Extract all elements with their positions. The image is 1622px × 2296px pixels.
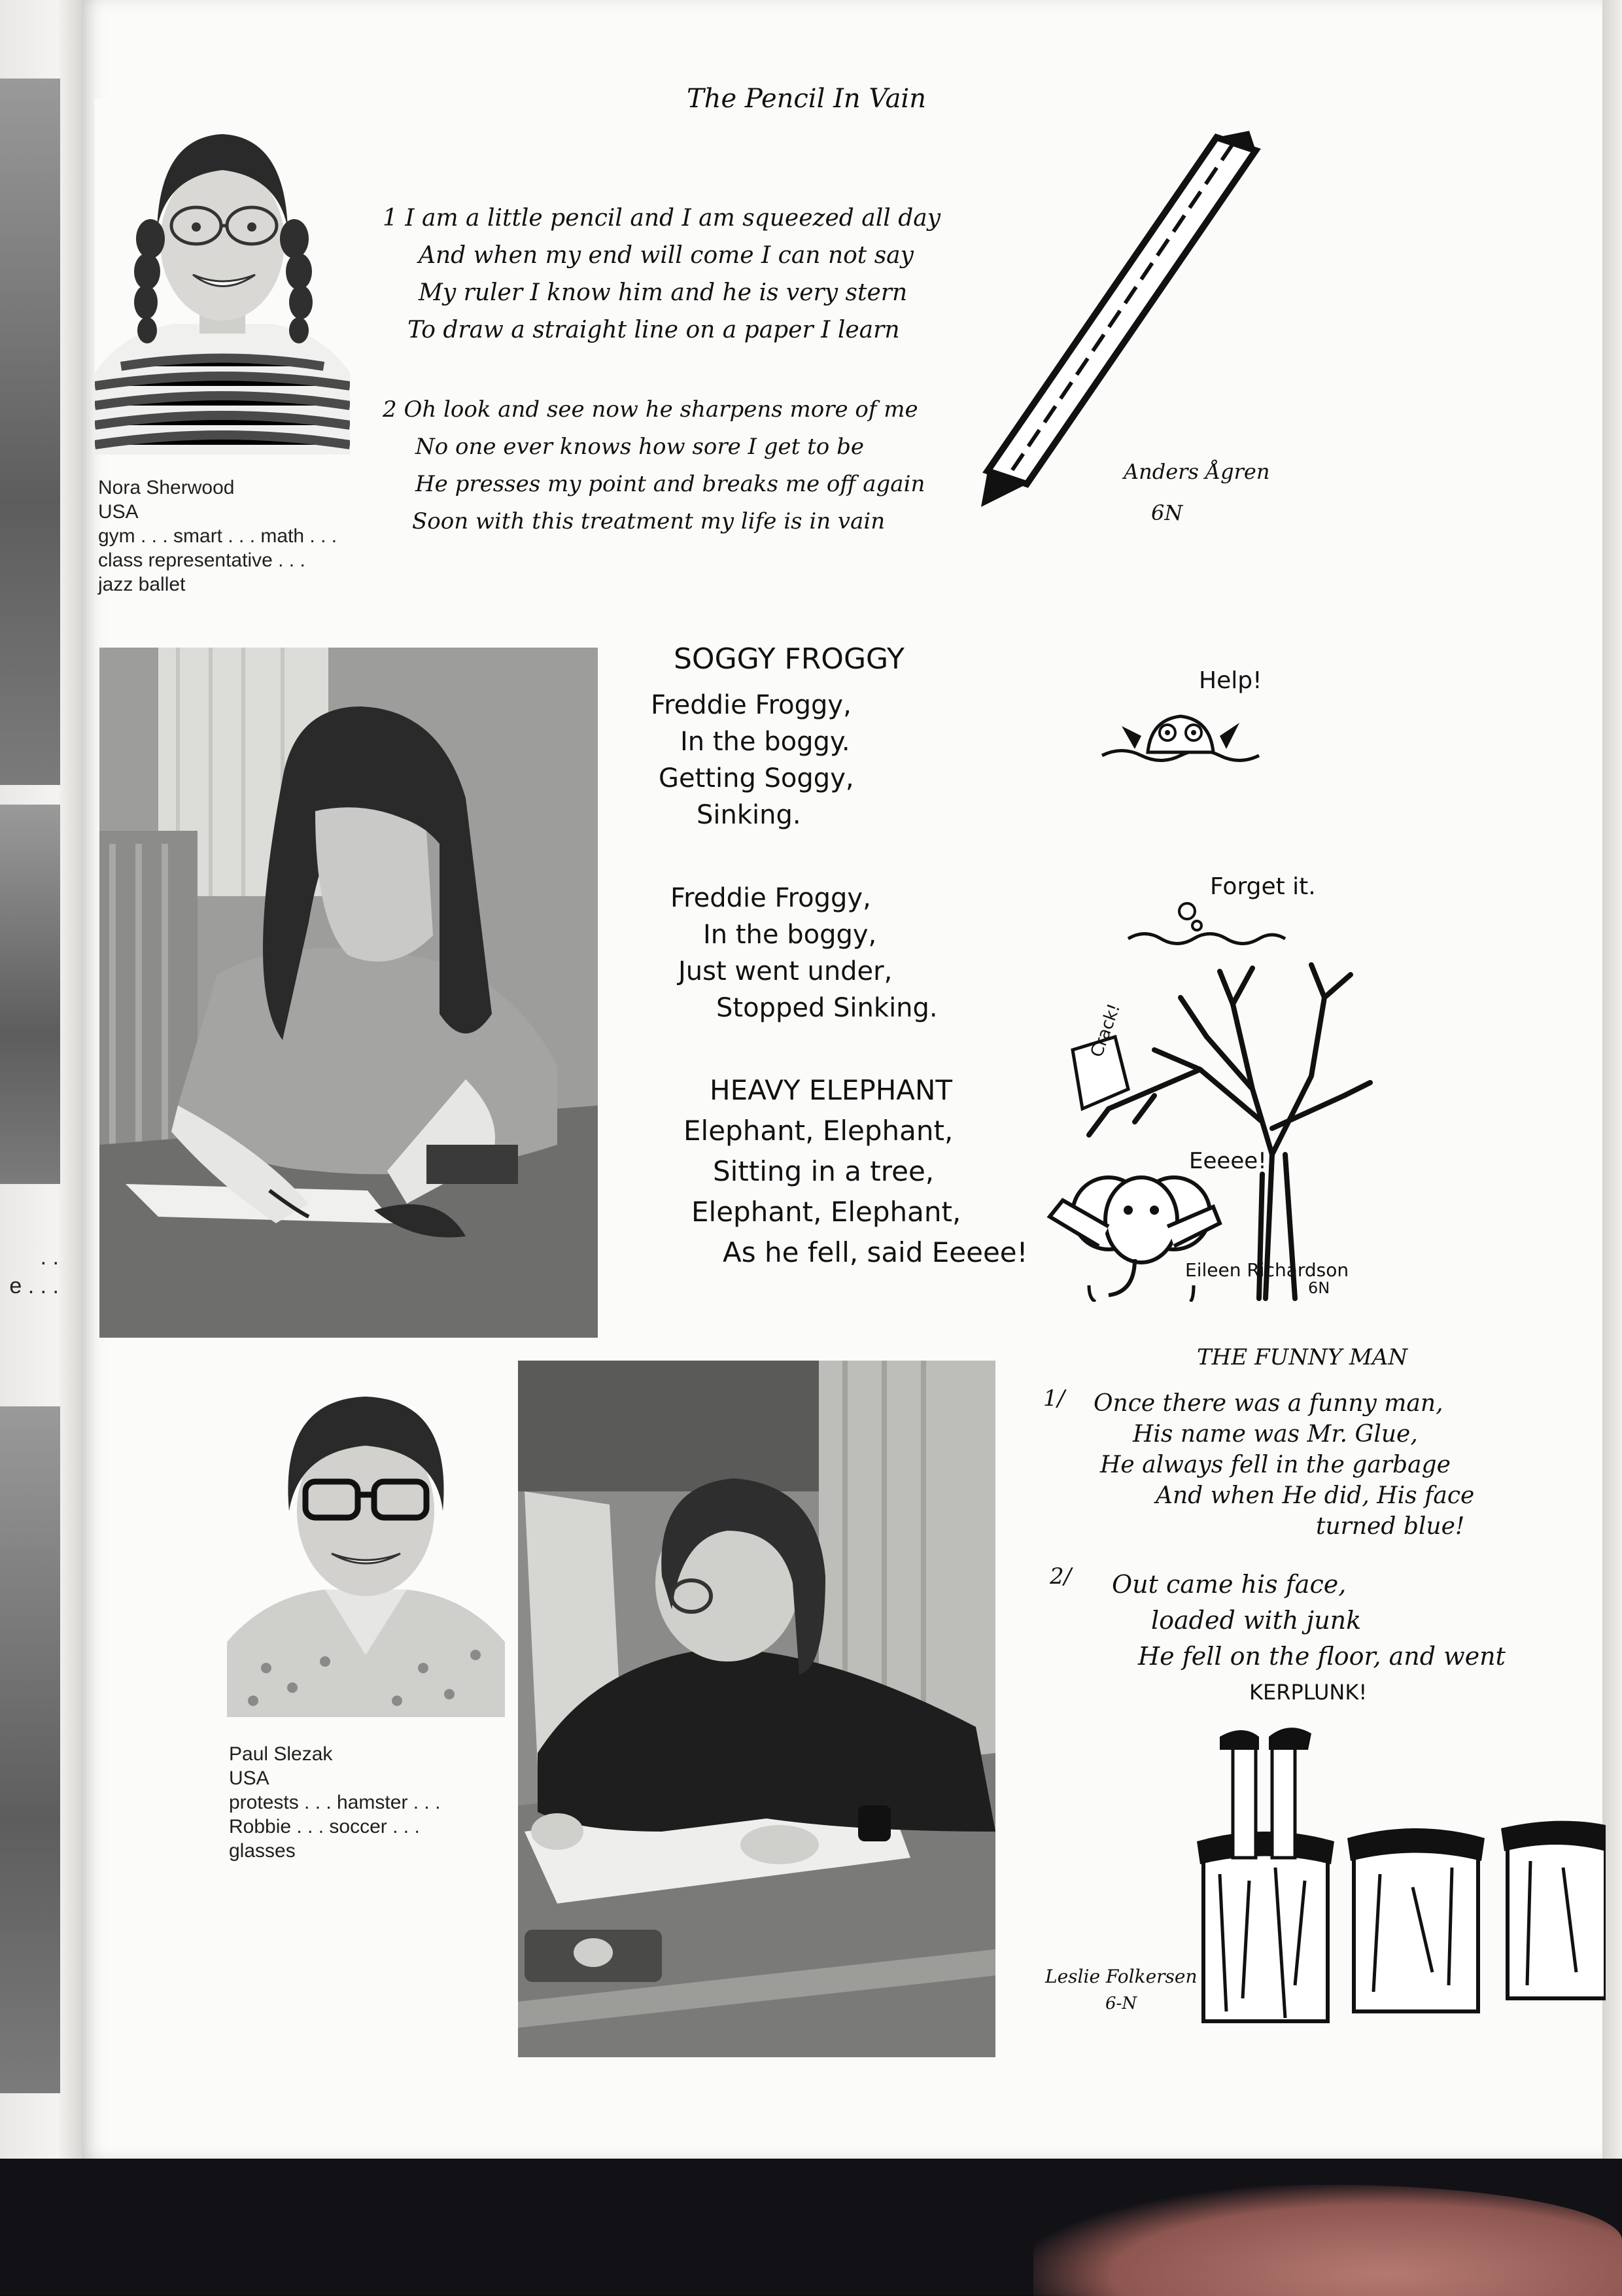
student-interests: protests . . . hamster . . .	[229, 1792, 441, 1813]
poem-line: Out came his face,	[1112, 1570, 1347, 1599]
poem-line: To draw a straight line on a paper I learn	[407, 317, 900, 343]
poem-title: SOGGY FROGGY	[674, 642, 905, 676]
student-country: USA	[229, 1767, 269, 1789]
poem-author-class: 6N	[1151, 500, 1183, 525]
poem-stanza	[383, 200, 940, 349]
poem-line: He fell on the floor, and went	[1138, 1642, 1506, 1671]
student-interests: glasses	[229, 1840, 296, 1862]
girl-writing-photo	[99, 648, 598, 1338]
left-page-fragment	[0, 0, 82, 2159]
poem-line: KERPLUNK!	[1249, 1680, 1368, 1705]
poem-line: Elephant, Elephant,	[691, 1196, 961, 1228]
poem-author: Eileen Richardson	[1185, 1259, 1349, 1281]
crack-label: Crack!	[1087, 1001, 1125, 1060]
paul-slezak-caption	[229, 1742, 440, 1863]
poem-line: Freddie Froggy,	[670, 883, 871, 913]
poem-line: Stopped Sinking.	[716, 993, 938, 1023]
poem-stanza	[383, 391, 925, 540]
poem-line: Just went under,	[678, 956, 893, 986]
paul-slezak-portrait	[227, 1374, 505, 1717]
left-page-photo	[0, 78, 60, 785]
poem-title: The Pencil In Vain	[687, 84, 926, 114]
poem-line: He always fell in the garbage	[1100, 1452, 1451, 1478]
pencil-drawing	[975, 131, 1262, 510]
poem-line: 1 I am a little pencil and I am squeezed all day	[383, 205, 941, 232]
garbage-cans-drawing	[1190, 1711, 1606, 2025]
poem-author-class: 6-N	[1105, 1994, 1137, 2013]
forget-label: Forget it.	[1210, 873, 1316, 900]
poem-line: My ruler I know him and he is very stern	[419, 279, 908, 306]
poem-line: No one ever knows how sore I get to be	[415, 434, 864, 460]
stanza-number: 1/	[1043, 1385, 1065, 1412]
poem-line: He presses my point and breaks me off again	[415, 471, 925, 497]
poem-title: HEAVY ELEPHANT	[710, 1074, 953, 1106]
poem-line: And when He did, His face	[1156, 1482, 1475, 1509]
poem-line: Sinking.	[697, 800, 801, 830]
tree-elephant-drawing	[1037, 958, 1377, 1302]
student-interests: jazz ballet	[98, 574, 186, 595]
poem-author-class: 6N	[1308, 1279, 1330, 1297]
poem-title: THE FUNNY MAN	[1197, 1344, 1408, 1370]
poem-line: Freddie Froggy,	[651, 690, 852, 720]
poem-line: 2 Oh look and see now he sharpens more of me	[383, 396, 918, 423]
left-page-photo	[0, 805, 60, 1184]
student-interests: gym . . . smart . . . math . . .	[98, 525, 337, 547]
nora-sherwood-caption	[98, 476, 337, 597]
poem-line: And when my end will come I can not say	[419, 242, 914, 269]
student-interests: class representative . . .	[98, 549, 305, 571]
poem-line: Once there was a funny man,	[1094, 1390, 1443, 1417]
nora-sherwood-portrait	[95, 98, 350, 455]
scanner-finger	[1033, 2185, 1622, 2296]
poem-line: As he fell, said Eeeee!	[723, 1236, 1028, 1268]
poem-author: Anders Ågren	[1124, 459, 1270, 484]
poem-line: loaded with junk	[1151, 1606, 1362, 1635]
stanza-number: 2/	[1050, 1563, 1072, 1590]
poem-line: turned blue!	[1316, 1513, 1465, 1540]
poem-stanza	[670, 880, 938, 1026]
student-name: Nora Sherwood	[98, 477, 235, 498]
poem-line: In the boggy,	[703, 920, 877, 950]
poem-line: His name was Mr. Glue,	[1133, 1421, 1418, 1448]
bubbles-water-icon	[1125, 899, 1288, 948]
poem-stanza	[683, 1111, 1027, 1273]
student-name: Paul Slezak	[229, 1743, 333, 1765]
poem-line: Soon with this treatment my life is in vain	[412, 508, 886, 534]
student-country: USA	[98, 501, 139, 523]
poem-line: Getting Soggy,	[659, 763, 854, 793]
eeee-label: Eeeee!	[1189, 1148, 1267, 1174]
frog-in-bog-icon	[1096, 700, 1266, 772]
help-label: Help!	[1199, 667, 1262, 694]
poem-line: Sitting in a tree,	[713, 1155, 935, 1187]
poem-line: In the boggy.	[680, 727, 850, 757]
boy-at-desk-photo	[518, 1361, 995, 2057]
poem-stanza	[1094, 1388, 1474, 1542]
left-page-photo	[0, 1406, 60, 2093]
poem-line: Elephant, Elephant,	[683, 1115, 954, 1147]
left-page-text: . . e . . .	[9, 1245, 59, 1298]
student-interests: Robbie . . . soccer . . .	[229, 1816, 420, 1837]
poem-author: Leslie Folkersen	[1045, 1966, 1198, 1987]
poem-stanza	[651, 687, 854, 833]
poem-stanza	[1112, 1567, 1506, 1711]
